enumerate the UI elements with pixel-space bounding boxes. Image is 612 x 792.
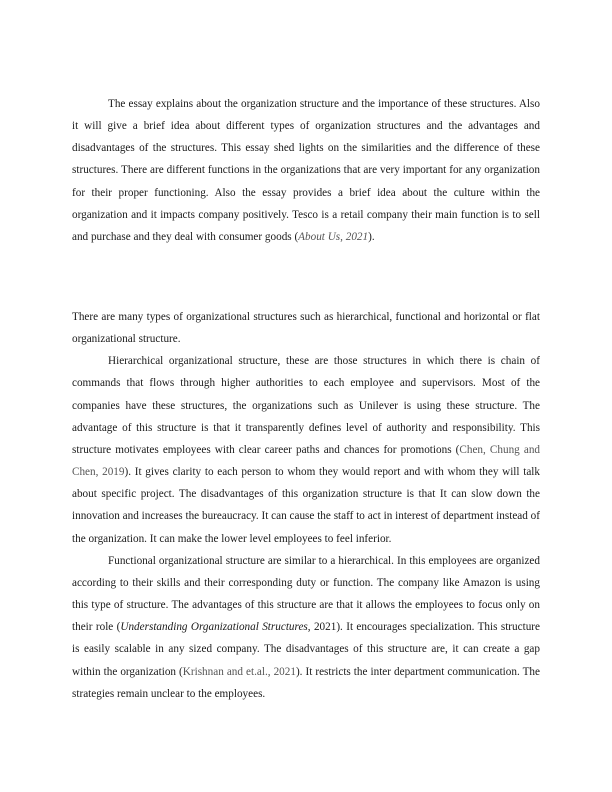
intro-text-end: ).	[368, 230, 375, 243]
hierarchical-text: Hierarchical organizational structure, these are those structures in which there is chain of commands that flows through higher authorities to each employee and supervisors. Most of the companies have these structures, the organizations such as Unilever is using these structure. The advantage of this structure is that it transparently defines level of authority and responsibility. This structure motivates employees with clear career paths and chances for promotions (	[72, 355, 540, 456]
hierarchical-paragraph	[72, 350, 540, 549]
intro-paragraph	[72, 93, 540, 248]
functional-text: Functional organizational structure are similar to a hierarchical. In this employees are organized according to their skills and their corresponding duty or function. The company like Amazon is using this type of structure. The advantages of this structure are that it allows the employees to focus only on their role (	[72, 554, 540, 634]
structures-section	[72, 306, 540, 705]
functional-citation: Krishnan and et.al., 2021	[182, 665, 296, 678]
functional-text-end: ). It restricts the inter department communication. The strategies remain unclear to the employees.	[72, 665, 540, 700]
types-intro-paragraph: There are many types of organizational structures such as hierarchical, functional and horizontal or flat organizational structure.	[72, 311, 540, 346]
functional-text-mid: , 2021). It encourages specialization. This structure is easily scalable in any sized company. The disadvantages of this structure are, it can create a gap within the organization (	[72, 621, 540, 678]
intro-citation: About Us, 2021	[298, 230, 369, 243]
functional-paragraph	[72, 550, 540, 705]
hierarchical-citation: Chen, Chung and Chen, 2019	[72, 443, 541, 479]
intro-section	[72, 93, 540, 248]
intro-text: The essay explains about the organization structure and the importance of these structures. Also it will give a brief idea about different types of organization structures and the advantages and disadvantages of the structures. This essay shed lights on the similarities and the difference of these structures. There are different functions in the organizations that are very important for any organization for their proper functioning. Also the essay provides a brief idea about the culture within the organization and it impacts company positively. Tesco is a retail company their main function is to sell and purchase and they deal with consumer goods (	[72, 98, 540, 243]
hierarchical-text-end: ). It gives clarity to each person to whom they would report and with whom they will talk about specific project. The disadvantages of this organization structure is that It can slow down the innovation and increases the bureaucracy. It can cause the staff to act in interest of department instead of the organization. It can make the lower level employees to feel inferior.	[72, 466, 540, 545]
functional-citation-italic: Understanding Organizational Structures	[120, 621, 308, 634]
